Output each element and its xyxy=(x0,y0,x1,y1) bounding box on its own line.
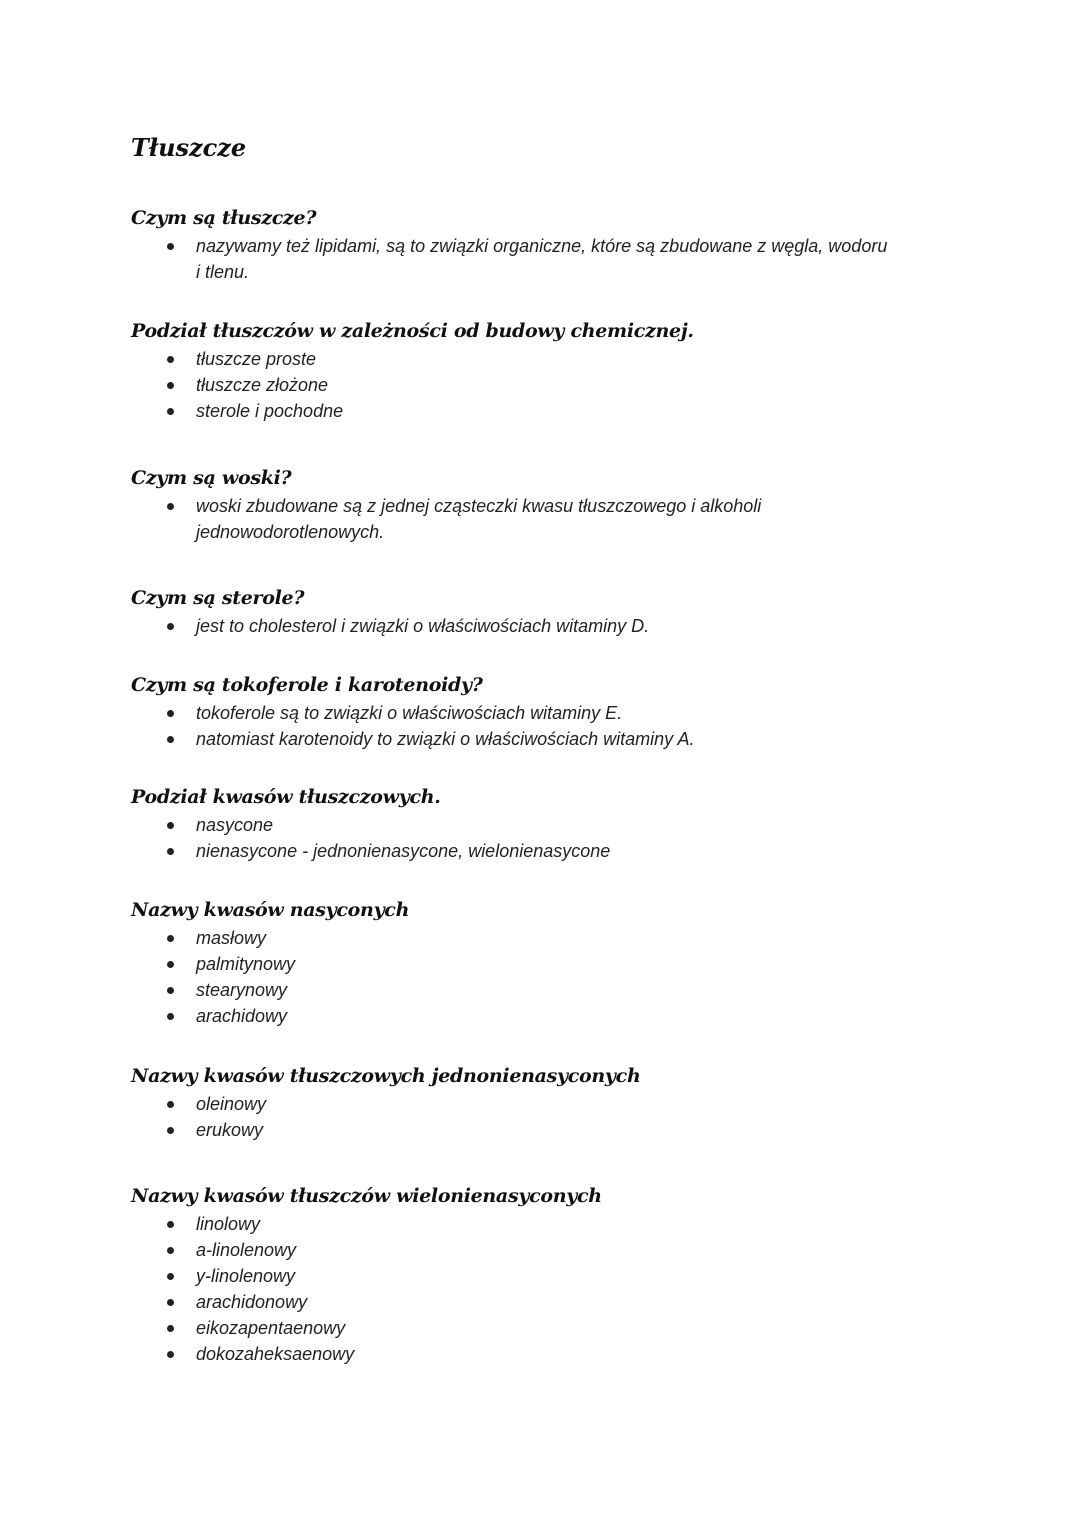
bullet-list xyxy=(131,1091,931,1143)
section-polyunsaturated-acids xyxy=(131,1181,931,1367)
document-title: Tłuszcze xyxy=(131,133,247,162)
list-item: erukowy xyxy=(131,1117,896,1143)
section-fatty-acid-division xyxy=(131,782,931,864)
list-item: woski zbudowane są z jednej cząsteczki kwasu tłuszczowego i alkoholi jednowodorotlenowych. xyxy=(131,493,896,545)
bullet-list xyxy=(131,812,931,864)
list-item: nazywamy też lipidami, są to związki organiczne, które są zbudowane z węgla, wodoru i tlenu. xyxy=(131,233,896,285)
section-tocopherols-carotenoids xyxy=(131,670,931,752)
list-item: linolowy xyxy=(131,1211,896,1237)
section-heading: Nazwy kwasów tłuszczowych jednonienasyconych xyxy=(131,1065,641,1087)
section-heading: Czym są woski? xyxy=(131,467,292,489)
section-heading: Nazwy kwasów nasyconych xyxy=(131,899,410,921)
section-what-are-fats xyxy=(131,203,931,285)
list-item: sterole i pochodne xyxy=(131,398,896,424)
section-what-are-waxes xyxy=(131,463,931,545)
bullet-list xyxy=(131,493,931,545)
list-item: oleinowy xyxy=(131,1091,896,1117)
bullet-list xyxy=(131,700,931,752)
section-heading: Czym są tokoferole i karotenoidy? xyxy=(131,674,483,696)
list-item: dokozaheksaenowy xyxy=(131,1341,896,1367)
section-heading: Nazwy kwasów tłuszczów wielonienasyconych xyxy=(131,1185,602,1207)
list-item: arachidonowy xyxy=(131,1289,896,1315)
section-heading: Czym są tłuszcze? xyxy=(131,207,317,229)
list-item: nasycone xyxy=(131,812,896,838)
list-item: a-linolenowy xyxy=(131,1237,896,1263)
bullet-list xyxy=(131,346,931,424)
bullet-list xyxy=(131,613,931,639)
section-heading: Czym są sterole? xyxy=(131,587,305,609)
list-item: natomiast karotenoidy to związki o właściwościach witaminy A. xyxy=(131,726,896,752)
section-monounsaturated-acids xyxy=(131,1061,931,1143)
list-item: palmitynowy xyxy=(131,951,896,977)
section-heading: Podział tłuszczów w zależności od budowy chemicznej. xyxy=(131,320,694,342)
list-item: arachidowy xyxy=(131,1003,896,1029)
bullet-list xyxy=(131,1211,931,1367)
list-item: jest to cholesterol i związki o właściwościach witaminy D. xyxy=(131,613,896,639)
bullet-list xyxy=(131,233,931,285)
list-item: y-linolenowy xyxy=(131,1263,896,1289)
list-item: nienasycone - jednonienasycone, wielonienasycone xyxy=(131,838,896,864)
section-chemical-division xyxy=(131,316,931,424)
section-saturated-acids xyxy=(131,895,931,1029)
list-item: stearynowy xyxy=(131,977,896,1003)
section-what-are-sterols xyxy=(131,583,931,639)
list-item: masłowy xyxy=(131,925,896,951)
bullet-list xyxy=(131,925,931,1029)
list-item: tokoferole są to związki o właściwościach witaminy E. xyxy=(131,700,896,726)
list-item: tłuszcze proste xyxy=(131,346,896,372)
list-item: eikozapentaenowy xyxy=(131,1315,896,1341)
list-item: tłuszcze złożone xyxy=(131,372,896,398)
section-heading: Podział kwasów tłuszczowych. xyxy=(131,786,441,808)
